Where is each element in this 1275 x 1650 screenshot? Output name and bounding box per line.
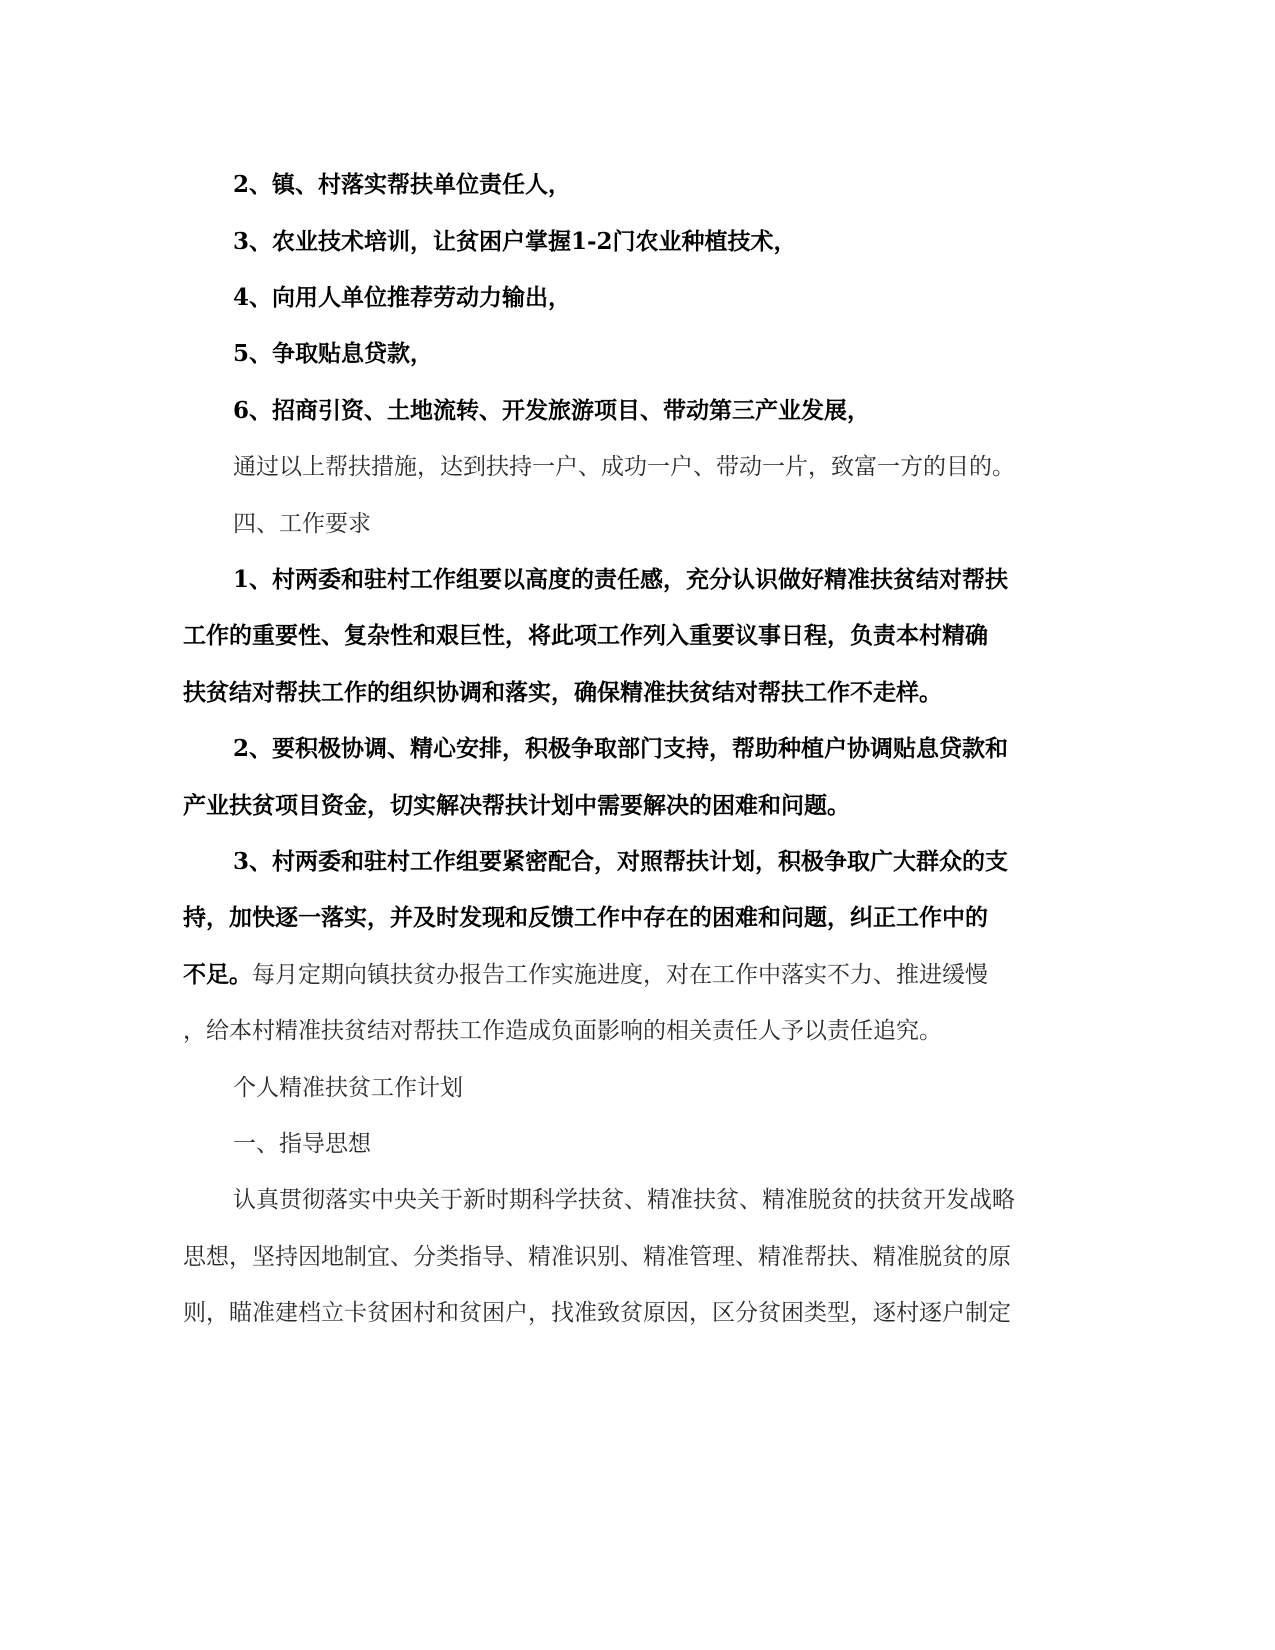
requirement-1-line-2: 工作的重要性、复杂性和艰巨性，将此项工作列入重要议事日程，负责本村精确 [183,622,988,649]
requirement-3-line-3 [183,960,1083,990]
measure-item-5: 5、争取贴息贷款， [233,340,434,367]
summary-paragraph: 通过以上帮扶措施，达到扶持一户、成功一户、带动一片，致富一方的目的。 [233,454,1015,480]
measure-item-3: 3、农业技术培训，让贫困户掌握1-2门农业种植技术， [233,228,797,255]
guiding-thought-line-3: 则，瞄准建档立卡贫困村和贫困户，找准致贫原因，区分贫困类型，逐村逐户制定 [183,1300,1011,1326]
requirement-3-line-2: 持，加快逐一落实，并及时发现和反馈工作中存在的困难和问题，纠正工作中的 [183,904,988,931]
measure-item-2: 2、镇、村落实帮扶单位责任人， [233,171,572,198]
measure-item-4: 4、向用人单位推荐劳动力输出， [233,284,572,311]
requirement-1-line-1: 1、村两委和驻村工作组要以高度的责任感，充分认识做好精准扶贫结对帮扶 [233,566,1009,593]
requirement-3-bold-fragment: 不足。 [183,961,252,988]
requirement-1-line-3: 扶贫结对帮扶工作的组织协调和落实，确保精准扶贫结对帮扶工作不走样。 [183,679,942,706]
requirement-3-line-1: 3、村两委和驻村工作组要紧密配合，对照帮扶计划，积极争取广大群众的支 [233,848,1009,875]
requirement-2-line-1: 2、要积极协调、精心安排，积极争取部门支持，帮助种植户协调贴息贷款和 [233,735,1009,762]
plan-title: 个人精准扶贫工作计划 [233,1075,463,1101]
guiding-thought-line-2: 思想，坚持因地制宜、分类指导、精准识别、精准管理、精准帮扶、精准脱贫的原 [183,1244,1011,1270]
guiding-thought-line-1: 认真贯彻落实中央关于新时期科学扶贫、精准扶贫、精准脱贫的扶贫开发战略 [233,1187,1015,1213]
requirement-2-line-2: 产业扶贫项目资金，切实解决帮扶计划中需要解决的困难和问题。 [183,792,850,819]
measure-item-6: 6、招商引资、土地流转、开发旅游项目、带动第三产业发展， [233,397,871,424]
section-heading-requirements: 四、工作要求 [233,511,371,537]
requirement-3-line-4: ，给本村精准扶贫结对帮扶工作造成负面影响的相关责任人予以责任追究。 [183,1018,942,1044]
section-heading-guiding-thought: 一、指导思想 [233,1131,371,1157]
requirement-3-normal-fragment: 每月定期向镇扶贫办报告工作实施进度，对在工作中落实不力、推进缓慢 [252,962,988,988]
